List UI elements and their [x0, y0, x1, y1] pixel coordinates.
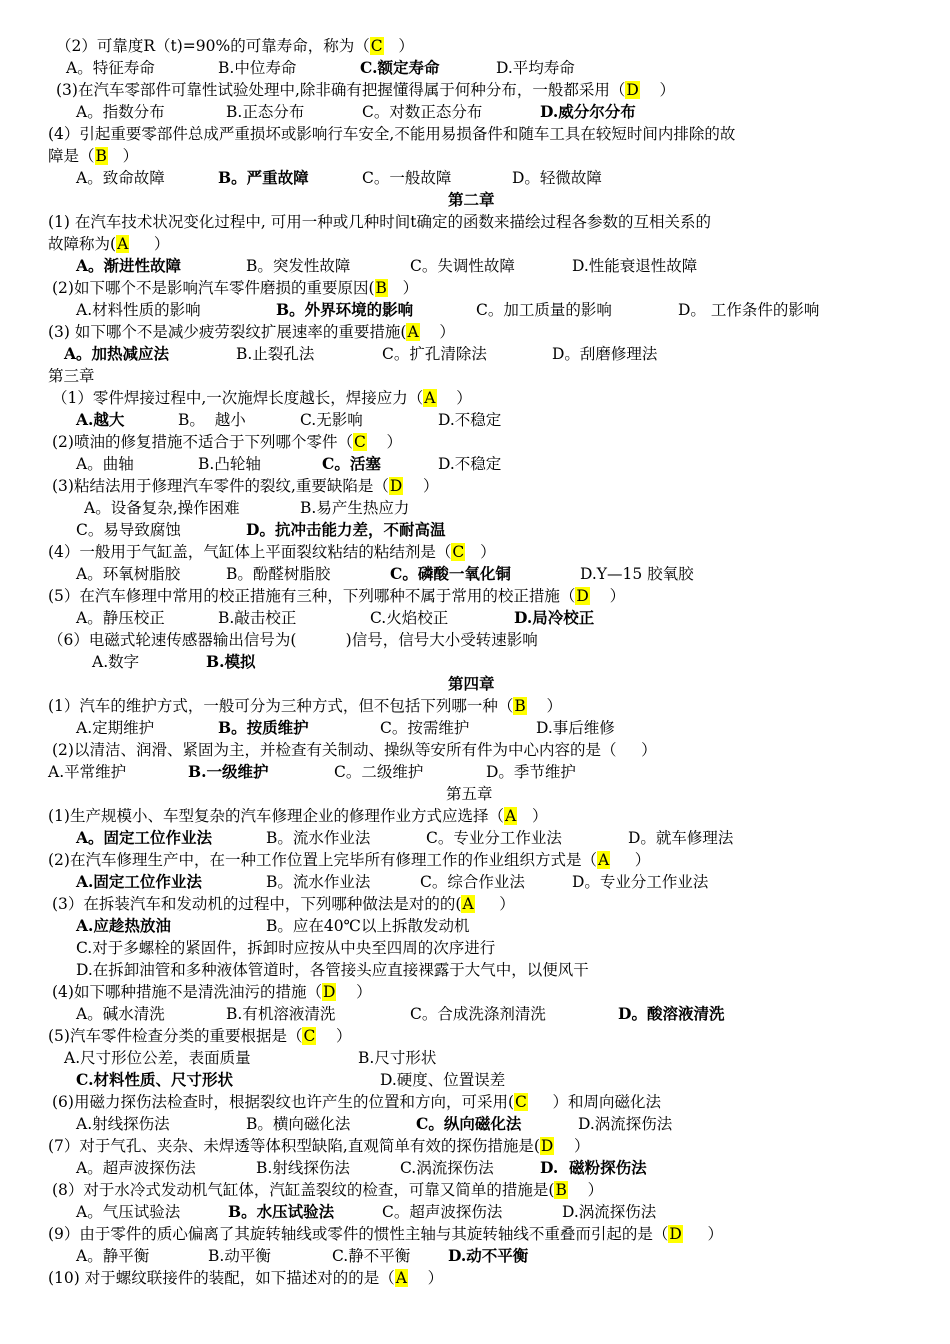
- option: C。专业分工作业法: [426, 829, 562, 847]
- answer-highlight: A: [395, 1269, 407, 1287]
- option: C。二级维护: [334, 763, 424, 781]
- option: C。一般故障: [362, 169, 452, 187]
- question-line: [48, 1267, 443, 1289]
- answer-highlight: B: [514, 697, 526, 715]
- question-line: [48, 321, 455, 343]
- answer-highlight: A: [504, 807, 517, 825]
- question-text: 第五章: [446, 785, 493, 803]
- question-line: [48, 1135, 590, 1157]
- answer-option: C。活塞: [322, 454, 381, 473]
- question-text: （2）可靠度R（t)=90%的可靠寿命，称为（: [56, 37, 370, 55]
- option: A。气压试验法: [76, 1203, 181, 1221]
- option-row: [0, 761, 950, 783]
- option: B.有机溶液清洗: [226, 1005, 336, 1023]
- question-text: (10) 对于螺纹联接件的装配，如下描述对的的是（: [48, 1269, 395, 1287]
- answer-option: B.一级维护: [188, 762, 269, 781]
- option-row: [0, 57, 950, 79]
- question-tail: ）: [589, 587, 626, 605]
- question-line: [56, 35, 414, 57]
- option-row: [0, 717, 950, 739]
- option: A。曲轴: [76, 455, 134, 473]
- option: B。应在40℃以上拆散发动机: [266, 917, 470, 935]
- answer-option: D.局冷校正: [514, 608, 595, 627]
- answer-highlight: A: [117, 235, 129, 253]
- option-row: [0, 255, 950, 277]
- option: A.尺寸形位公差，表面质量: [64, 1049, 251, 1067]
- answer-highlight: C: [515, 1093, 527, 1111]
- answer-option: B。外界环境的影响: [276, 300, 414, 319]
- question-line: [52, 431, 402, 453]
- question-tail: ）和周向磁化法: [527, 1093, 662, 1111]
- answer-highlight: D: [669, 1225, 682, 1243]
- option: D。就车修理法: [628, 829, 734, 847]
- question-line: [52, 893, 515, 915]
- question-text: (4)如下哪种措施不是清洗油污的措施（: [52, 983, 322, 1001]
- question-line: [48, 849, 650, 871]
- option: B。流水作业法: [266, 873, 371, 891]
- question-text: (1）汽车的维护方式，一般可分为三种方式，但不包括下列哪一种（: [48, 697, 514, 715]
- answer-highlight: D: [389, 477, 403, 495]
- option: B.易产生热应力: [300, 499, 410, 517]
- option: D.事后维修: [536, 719, 615, 737]
- option: C.静不平衡: [332, 1247, 411, 1265]
- chapter-heading: [448, 189, 495, 211]
- text-line: [76, 959, 589, 981]
- answer-option: A。渐进性故障: [76, 256, 182, 275]
- option: A.材料性质的影响: [76, 301, 201, 319]
- answer-option: A。加热减应法: [64, 344, 170, 363]
- question-tail: ）: [682, 1225, 723, 1243]
- option: A。静平衡: [76, 1247, 150, 1265]
- question-line: [52, 475, 439, 497]
- option: C。合成洗涤剂清洗: [410, 1005, 546, 1023]
- answer-option: A。固定工位作业法: [76, 828, 213, 847]
- text-line: [76, 937, 495, 959]
- answer-option: D。抗冲击能力差，不耐高温: [246, 520, 446, 539]
- question-line: [48, 585, 625, 607]
- question-text: (2)以清洁、润滑、紧固为主，并检查有关制动、操纵等安所有件为中心内容的是（ ）: [52, 741, 657, 759]
- option: D.涡流探伤法: [562, 1203, 657, 1221]
- option: D。刮磨修理法: [552, 345, 658, 363]
- option-row: [0, 1157, 950, 1179]
- option: B.动平衡: [208, 1247, 271, 1265]
- answer-option: B。水压试验法: [228, 1202, 335, 1221]
- question-tail: ）: [465, 543, 496, 561]
- answer-highlight: D: [322, 983, 336, 1001]
- option: A.射线探伤法: [76, 1115, 170, 1133]
- option: D。专业分工作业法: [572, 873, 709, 891]
- question-text: (4）一般用于气缸盖，气缸体上平面裂纹粘结的粘结剂是（: [48, 543, 452, 561]
- question-tail: ）: [567, 1181, 604, 1199]
- option: C。按需维护: [380, 719, 470, 737]
- answer-option: C。磷酸一氧化铜: [390, 564, 511, 583]
- question-tail: ）: [107, 147, 139, 165]
- option: C。加工质量的影响: [476, 301, 612, 319]
- option: A。指数分布: [76, 103, 165, 121]
- option: D。季节维护: [486, 763, 576, 781]
- question-tail: ）: [366, 433, 403, 451]
- answer-option: B。严重故障: [218, 168, 309, 187]
- option: B。横向磁化法: [246, 1115, 351, 1133]
- answer-highlight: C: [452, 543, 465, 561]
- answer-option: D.威分尔分布: [540, 102, 636, 121]
- answer-option: C。纵向磁化法: [416, 1114, 522, 1133]
- option: B。酚醛树脂胶: [226, 565, 331, 583]
- answer-highlight: D: [576, 587, 589, 605]
- option: A.数字: [92, 653, 140, 671]
- option: D.硬度、位置误差: [380, 1071, 506, 1089]
- option: B.凸轮轴: [198, 455, 261, 473]
- option-row: [0, 167, 950, 189]
- question-text: (5)汽车零件检查分类的重要根据是（: [48, 1027, 303, 1045]
- option: A。静压校正: [76, 609, 165, 627]
- answer-highlight: A: [407, 323, 419, 341]
- option: A。特征寿命: [66, 59, 155, 77]
- option: B.止裂孔法: [236, 345, 315, 363]
- question-line: [48, 233, 169, 255]
- option: A。环氧树脂胶: [76, 565, 181, 583]
- answer-highlight: C: [370, 37, 383, 55]
- option: A。超声波探伤法: [76, 1159, 196, 1177]
- question-tail: ）: [526, 697, 563, 715]
- answer-highlight: B: [375, 279, 387, 297]
- answer-highlight: B: [555, 1181, 567, 1199]
- option-row: [0, 1201, 950, 1223]
- question-line: [52, 277, 418, 299]
- question-tail: ）: [610, 851, 651, 869]
- answer-option: D. 磁粉探伤法: [540, 1158, 647, 1177]
- option: C。失调性故障: [410, 257, 515, 275]
- answer-highlight: A: [597, 851, 610, 869]
- text-line: [446, 783, 493, 805]
- question-text: （6）电磁式轮速传感器输出信号为( )信号，信号大小受转速影响: [48, 631, 538, 649]
- option: B.射线探伤法: [256, 1159, 350, 1177]
- question-tail: ）: [336, 983, 372, 1001]
- option-row: [0, 563, 950, 585]
- question-tail: ）: [639, 81, 676, 99]
- chapter-heading: [448, 673, 495, 695]
- option: A.定期维护: [76, 719, 155, 737]
- option: C。综合作业法: [420, 873, 525, 891]
- option-row: [0, 497, 950, 519]
- text-line: [48, 365, 95, 387]
- question-tail: ）: [403, 477, 439, 495]
- question-line: [52, 1179, 603, 1201]
- option-row: [0, 101, 950, 123]
- question-text: (1)生产规模小、车型复杂的汽车修理企业的修理作业方式应选择（: [48, 807, 504, 825]
- question-tail: ）: [419, 323, 455, 341]
- option-row: [0, 409, 950, 431]
- question-text: 第三章: [48, 367, 95, 385]
- option: B。流水作业法: [266, 829, 371, 847]
- question-tail: ）: [554, 1137, 590, 1155]
- answer-highlight: C: [353, 433, 366, 451]
- option-row: [0, 1003, 950, 1025]
- answer-option: B.模拟: [206, 652, 256, 671]
- option: B。突发性故障: [246, 257, 351, 275]
- option: C.涡流探伤法: [400, 1159, 494, 1177]
- question-text: （1）零件焊接过程中,一次施焊长度越长，焊接应力（: [52, 389, 424, 407]
- question-line: [48, 1025, 352, 1047]
- option: D。 工作条件的影响: [678, 301, 820, 319]
- option: D。轻微故障: [512, 169, 602, 187]
- answer-highlight: C: [303, 1027, 316, 1045]
- question-text: (7）对于气孔、夹杂、未焊透等体积型缺陷,直观简单有效的探伤措施是(: [48, 1137, 540, 1155]
- answer-option: D。酸溶液清洗: [618, 1004, 725, 1023]
- question-tail: ）: [474, 895, 515, 913]
- text-line: [48, 629, 538, 651]
- answer-highlight: D: [626, 81, 639, 99]
- answer-highlight: A: [424, 389, 436, 407]
- question-line: [52, 739, 657, 761]
- option: C。扩孔清除法: [382, 345, 487, 363]
- answer-option: D.动不平衡: [448, 1246, 529, 1265]
- question-tail: ）: [517, 807, 548, 825]
- question-text: 第二章: [448, 190, 495, 209]
- question-line: [52, 387, 472, 409]
- option: B.中位寿命: [218, 59, 297, 77]
- answer-option: A.应趁热放油: [76, 916, 171, 935]
- question-line: [48, 211, 711, 233]
- option-row: [0, 915, 950, 937]
- answer-highlight: B: [95, 147, 107, 165]
- question-tail: ）: [436, 389, 472, 407]
- question-text: (9）由于零件的质心偏离了其旋转轴线或零件的惯性主轴与其旋转轴线不重叠而引起的是（: [48, 1225, 669, 1243]
- question-line: [48, 1223, 723, 1245]
- question-tail: ）: [387, 279, 419, 297]
- question-text: 故障称为(: [48, 235, 117, 253]
- question-text: D.在拆卸油管和多种液体管道时，各管接头应直接裸露于大气中，以便风干: [76, 961, 589, 979]
- answer-option: C.材料性质、尺寸形状: [76, 1070, 233, 1089]
- option: D.不稳定: [438, 411, 502, 429]
- question-line: [48, 695, 562, 717]
- option: C。易导致腐蚀: [76, 521, 181, 539]
- option-row: [0, 827, 950, 849]
- question-text: (3)粘结法用于修理汽车零件的裂纹,重要缺陷是（: [52, 477, 389, 495]
- question-text: 障是（: [48, 147, 95, 165]
- question-text: (4）引起重要零部件总成严重损坏或影响行车安全,不能用易损备件和随车工具在较短时间内排除的故: [48, 125, 736, 143]
- question-line: [48, 541, 496, 563]
- option-row: [0, 1245, 950, 1267]
- question-text: (3) 如下哪个不是减少疲劳裂纹扩展速率的重要措施(: [48, 323, 407, 341]
- answer-highlight: D: [540, 1137, 554, 1155]
- option: C.无影响: [300, 411, 363, 429]
- question-line: [48, 123, 735, 145]
- option: C。超声波探伤法: [382, 1203, 503, 1221]
- option: B.正态分布: [226, 103, 305, 121]
- question-line: [56, 79, 675, 101]
- question-tail: ）: [407, 1269, 444, 1287]
- option: C.火焰校正: [370, 609, 449, 627]
- option: B。 越小: [178, 411, 246, 429]
- question-text: (5）在汽车修理中常用的校正措施有三种，下列哪种不属于常用的校正措施（: [48, 587, 576, 605]
- question-text: (1) 在汽车技术状况变化过程中, 可用一种或几种时间t确定的函数来描绘过程各参数的互相关系的: [48, 213, 711, 231]
- option: D.涡流探伤法: [578, 1115, 673, 1133]
- option: D.Y—15 胶氧胶: [580, 565, 694, 583]
- option: A。设备复杂,操作困难: [84, 499, 240, 517]
- option-row: [0, 519, 950, 541]
- question-tail: ）: [316, 1027, 352, 1045]
- question-text: 第四章: [448, 674, 495, 693]
- option-row: [0, 343, 950, 365]
- option: A.平常维护: [48, 763, 127, 781]
- question-tail: ）: [129, 235, 170, 253]
- option-row: [0, 607, 950, 629]
- option: D.不稳定: [438, 455, 502, 473]
- answer-highlight: A: [462, 895, 474, 913]
- question-text: (3）在拆装汽车和发动机的过程中，下列哪种做法是对的的(: [52, 895, 462, 913]
- question-text: (8）对于水冷式发动机气缸体，汽缸盖裂纹的检查，可靠又简单的措施是(: [52, 1181, 555, 1199]
- answer-option: A.越大: [76, 410, 125, 429]
- option: B.尺寸形状: [358, 1049, 437, 1067]
- option-row: [0, 299, 950, 321]
- option: A。碱水清洗: [76, 1005, 165, 1023]
- option: D.平均寿命: [496, 59, 575, 77]
- option: C。对数正态分布: [362, 103, 483, 121]
- option: B.敲击校正: [218, 609, 297, 627]
- question-text: C.对于多螺栓的紧固件，拆卸时应按从中央至四周的次序进行: [76, 939, 496, 957]
- question-text: (2)如下哪个不是影响汽车零件磨损的重要原因(: [52, 279, 375, 297]
- answer-option: B。按质维护: [218, 718, 309, 737]
- question-text: (6)用磁力探伤法检查时，根据裂纹也许产生的位置和方向，可采用(: [52, 1093, 515, 1111]
- question-tail: ）: [383, 37, 414, 55]
- option-row: [0, 651, 950, 673]
- option-row: [0, 1047, 950, 1069]
- question-line: [48, 145, 138, 167]
- option-row: [0, 453, 950, 475]
- option-row: [0, 1069, 950, 1091]
- question-text: (2)喷油的修复措施不适合于下列哪个零件（: [52, 433, 353, 451]
- question-line: [48, 805, 547, 827]
- question-text: (3)在汽车零部件可靠性试验处理中,除非确有把握懂得属于何种分布，一般都采用（: [56, 81, 626, 99]
- answer-option: A.固定工位作业法: [76, 872, 202, 891]
- question-line: [52, 1091, 661, 1113]
- question-text: (2)在汽车修理生产中，在一种工作位置上完毕所有修理工作的作业组织方式是（: [48, 851, 597, 869]
- option-row: [0, 871, 950, 893]
- option: A。致命故障: [76, 169, 165, 187]
- answer-option: C.额定寿命: [360, 58, 440, 77]
- question-line: [52, 981, 372, 1003]
- option: D.性能衰退性故障: [572, 257, 698, 275]
- option-row: [0, 1113, 950, 1135]
